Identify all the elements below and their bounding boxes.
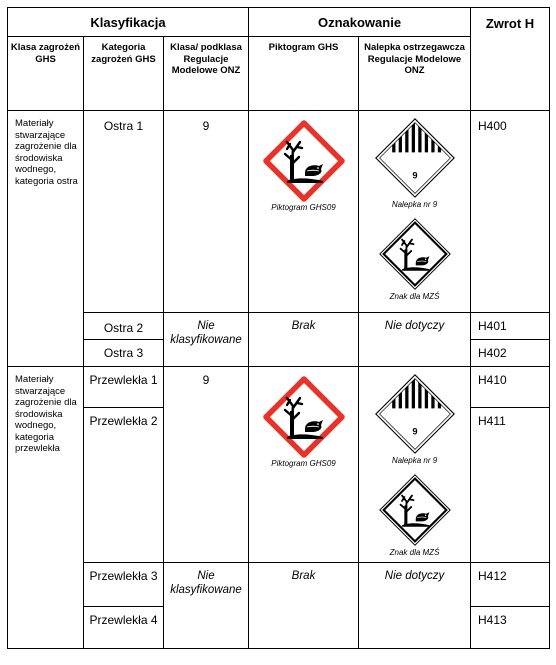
label-cell bbox=[359, 111, 471, 313]
mark-caption: Znak dla MZŚ bbox=[389, 548, 440, 557]
h-code-h401: H401 bbox=[471, 313, 550, 340]
un-class-acute-1: 9 bbox=[164, 111, 249, 313]
h-code-h410: H410 bbox=[471, 367, 550, 408]
un-class-not-classified: Nie klasyfikowane bbox=[164, 313, 249, 367]
class-9-label-icon bbox=[371, 373, 459, 455]
category-chronic-3: Przewlekła 3 bbox=[84, 563, 164, 607]
label-cell-2 bbox=[359, 367, 471, 563]
header-zwrot-h: Zwrot H bbox=[471, 8, 550, 111]
h-code-h413: H413 bbox=[471, 607, 550, 649]
ghs-pictogram-cell-2 bbox=[249, 367, 359, 563]
hazard-class-acute: Materiały stwarzające zagrożenie dla środowiska wodnego, kategoria ostra bbox=[8, 111, 84, 367]
pictogram-none: Brak bbox=[249, 313, 359, 367]
category-chronic-2: Przewlekła 2 bbox=[84, 408, 164, 563]
h-code-h412: H412 bbox=[471, 563, 550, 607]
pictogram-caption: Piktogram GHS09 bbox=[271, 203, 336, 212]
class-9-label-icon bbox=[371, 117, 459, 199]
hazard-class-chronic: Materiały stwarzające zagrożenie dla środowiska wodnego, kategoria przewlekła bbox=[8, 367, 84, 649]
header-nalepka: Nalepka ostrzegawcza Regulacje Modelowe ONZ bbox=[359, 37, 471, 111]
header-klasa-podklasa: Klasa/ podklasa Regulacje Modelowe ONZ bbox=[164, 37, 249, 111]
environment-hazard-icon bbox=[262, 375, 346, 459]
mark-caption: Znak dla MZŚ bbox=[389, 292, 440, 301]
pictogram-none-2: Brak bbox=[249, 563, 359, 649]
header-kategoria-zagrozen: Kategoria zagrożeń GHS bbox=[84, 37, 164, 111]
category-acute-2: Ostra 2 bbox=[84, 313, 164, 340]
header-klasyfikacja: Klasyfikacja bbox=[8, 8, 249, 37]
category-chronic-4: Przewlekła 4 bbox=[84, 607, 164, 649]
category-chronic-1: Przewlekła 1 bbox=[84, 367, 164, 408]
environment-hazard-mark-icon bbox=[377, 216, 453, 292]
un-class-chronic-1: 9 bbox=[164, 367, 249, 563]
label-not-applicable: Nie dotyczy bbox=[359, 313, 471, 367]
un-class-not-classified-2: Nie klasyfikowane bbox=[164, 563, 249, 649]
category-acute-3: Ostra 3 bbox=[84, 340, 164, 367]
category-acute-1: Ostra 1 bbox=[84, 111, 164, 313]
header-oznakowanie: Oznakowanie bbox=[249, 8, 471, 37]
ghs-pictogram-cell bbox=[249, 111, 359, 313]
h-code-h411: H411 bbox=[471, 408, 550, 563]
header-piktogram-ghs: Piktogram GHS bbox=[249, 37, 359, 111]
label-not-applicable-2: Nie dotyczy bbox=[359, 563, 471, 649]
label-caption: Nalepka nr 9 bbox=[391, 456, 438, 465]
header-klasa-zagrozen: Klasa zagrożeń GHS bbox=[8, 37, 84, 111]
label-class-number: 9 bbox=[411, 170, 418, 181]
classification-table bbox=[7, 7, 550, 649]
pictogram-caption: Piktogram GHS09 bbox=[271, 459, 336, 468]
environment-hazard-icon bbox=[262, 119, 346, 203]
label-caption: Nalepka nr 9 bbox=[391, 200, 438, 209]
h-code-h400: H400 bbox=[471, 111, 550, 313]
environment-hazard-mark-icon bbox=[377, 472, 453, 548]
h-code-h402: H402 bbox=[471, 340, 550, 367]
label-class-number: 9 bbox=[411, 426, 418, 437]
